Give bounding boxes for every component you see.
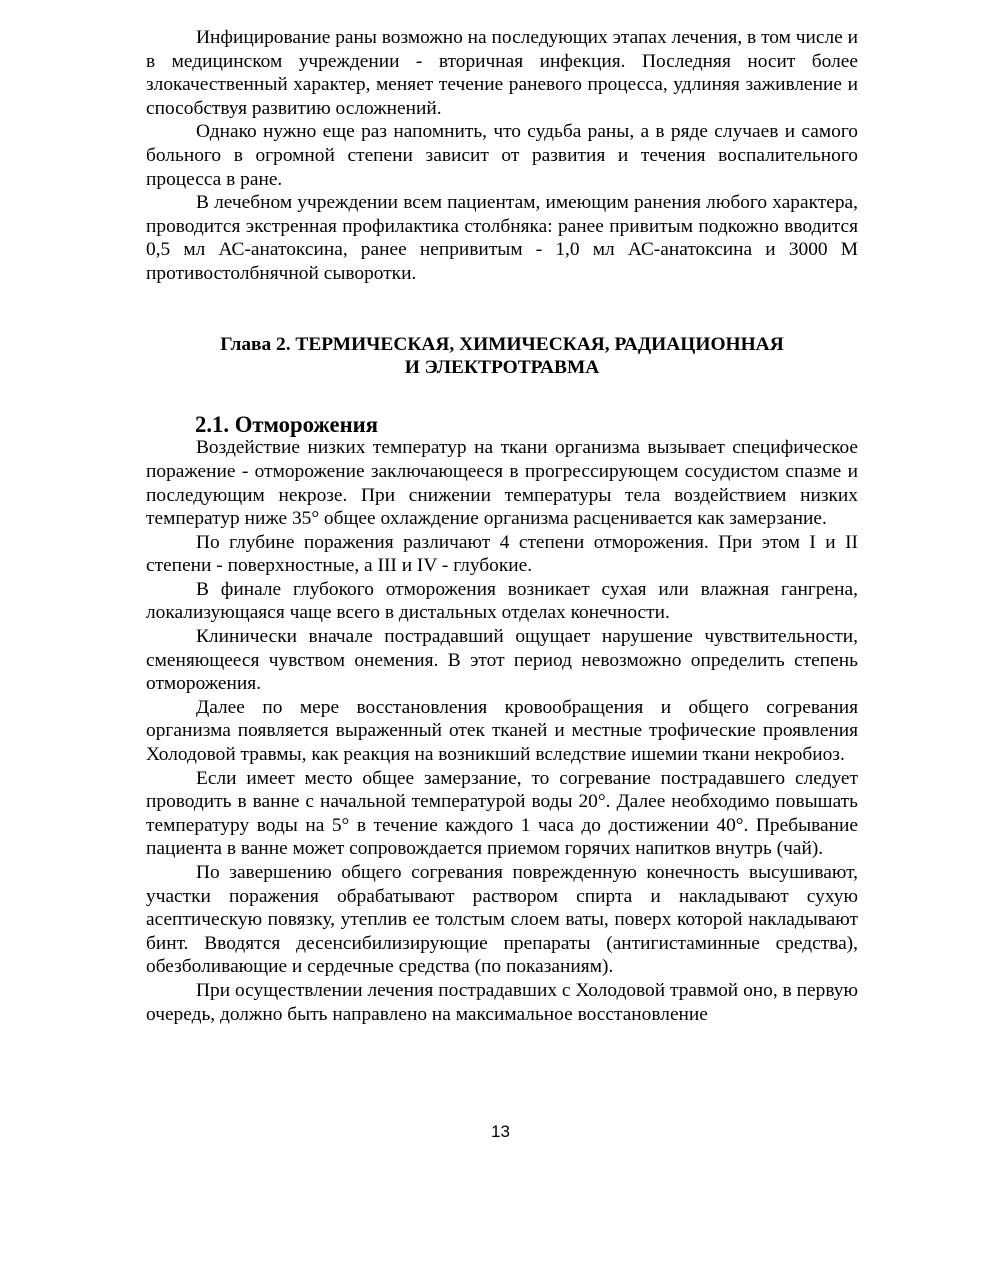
paragraph: Воздействие низких температур на ткани организма вызывает специфическое поражение - отморожение заключающееся в прогрессирующем сосудистом спазме и последующим некрозе. При снижении температуры тела воздействием низких температур ниже 35° общее охлаждение организма расценивается как замерзание. [146, 437, 858, 530]
paragraph: Клинически вначале пострадавший ощущает нарушение чувствительности, сменяющееся чувством онемения. В этот период невозможно определить степень отморожения. [146, 626, 858, 695]
section-title: 2.1. Отморожения [195, 411, 379, 437]
paragraph: Далее по мере восстановления кровообращения и общего согревания организма появляется выраженный отек тканей и местные трофические проявления Холодовой травмы, как реакция на возникший вследствие ишемии ткани некробиоз. [146, 696, 858, 766]
chapter-title-line-2: И ЭЛЕКТРОТРАВМА [404, 357, 600, 379]
paragraph: Инфицирование раны возможно на последующих этапах лечения, в том числе и в медицинском учреждении - вторичная инфекция. Последняя носит более злокачественный характер, меняет течение раневого процесса, удлиняя заживление и способствуя развитию осложнений. [146, 27, 858, 119]
chapter-title [146, 333, 858, 380]
paragraph: Однако нужно еще раз напомнить, что судьба раны, а в ряде случаев и самого больного в огромной степени зависит от развития и течения воспалительного процесса в ране. [146, 121, 858, 190]
chapter-title-line-1: Глава 2. ТЕРМИЧЕСКАЯ, ХИМИЧЕСКАЯ, РАДИАЦИОННАЯ [220, 333, 784, 355]
paragraph: В лечебном учреждении всем пациентам, имеющим ранения любого характера, проводится экстренная профилактика столбняка: ранее привитым подкожно вводится 0,5 мл АС-анатоксина, ранее непривитым - 1,0 мл АС-анатоксина и 3000 М противостолбнячной сыворотки. [146, 192, 858, 284]
paragraph: По завершению общего согревания поврежденную конечность высушивают, участки поражения обрабатывают раствором спирта и накладывают сухую асептическую повязку, утеплив ее толстым слоем ваты, поверх которой накладывают бинт. Вводятся десенсибилизирующие препараты (антигистаминные средства), обезболивающие и сердечные средства (по показаниям). [146, 862, 858, 978]
page-content [146, 26, 858, 1026]
paragraph: При осуществлении лечения пострадавших с Холодовой травмой оно, в первую очередь, должно быть направлено на максимальное восстановление [146, 979, 858, 1025]
paragraph: В финале глубокого отморожения возникает сухая или влажная гангрена, локализующаяся чаще всего в дистальных отделах конечности. [146, 578, 858, 624]
paragraph: По глубине поражения различают 4 степени отморожения. При этом I и II степени - поверхностные, а III и IV - глубокие. [146, 531, 858, 577]
page-number: 13 [491, 1122, 510, 1141]
paragraph: Если имеет место общее замерзание, то согревание пострадавшего следует проводить в ванне с начальной температурой воды 20°. Далее необходимо повышать температуру воды на 5° в течение каждого 1 часа до достижении 40°. Пребывание пациента в ванне может сопровождается приемом горячих напитков внутрь (чай). [146, 767, 858, 860]
